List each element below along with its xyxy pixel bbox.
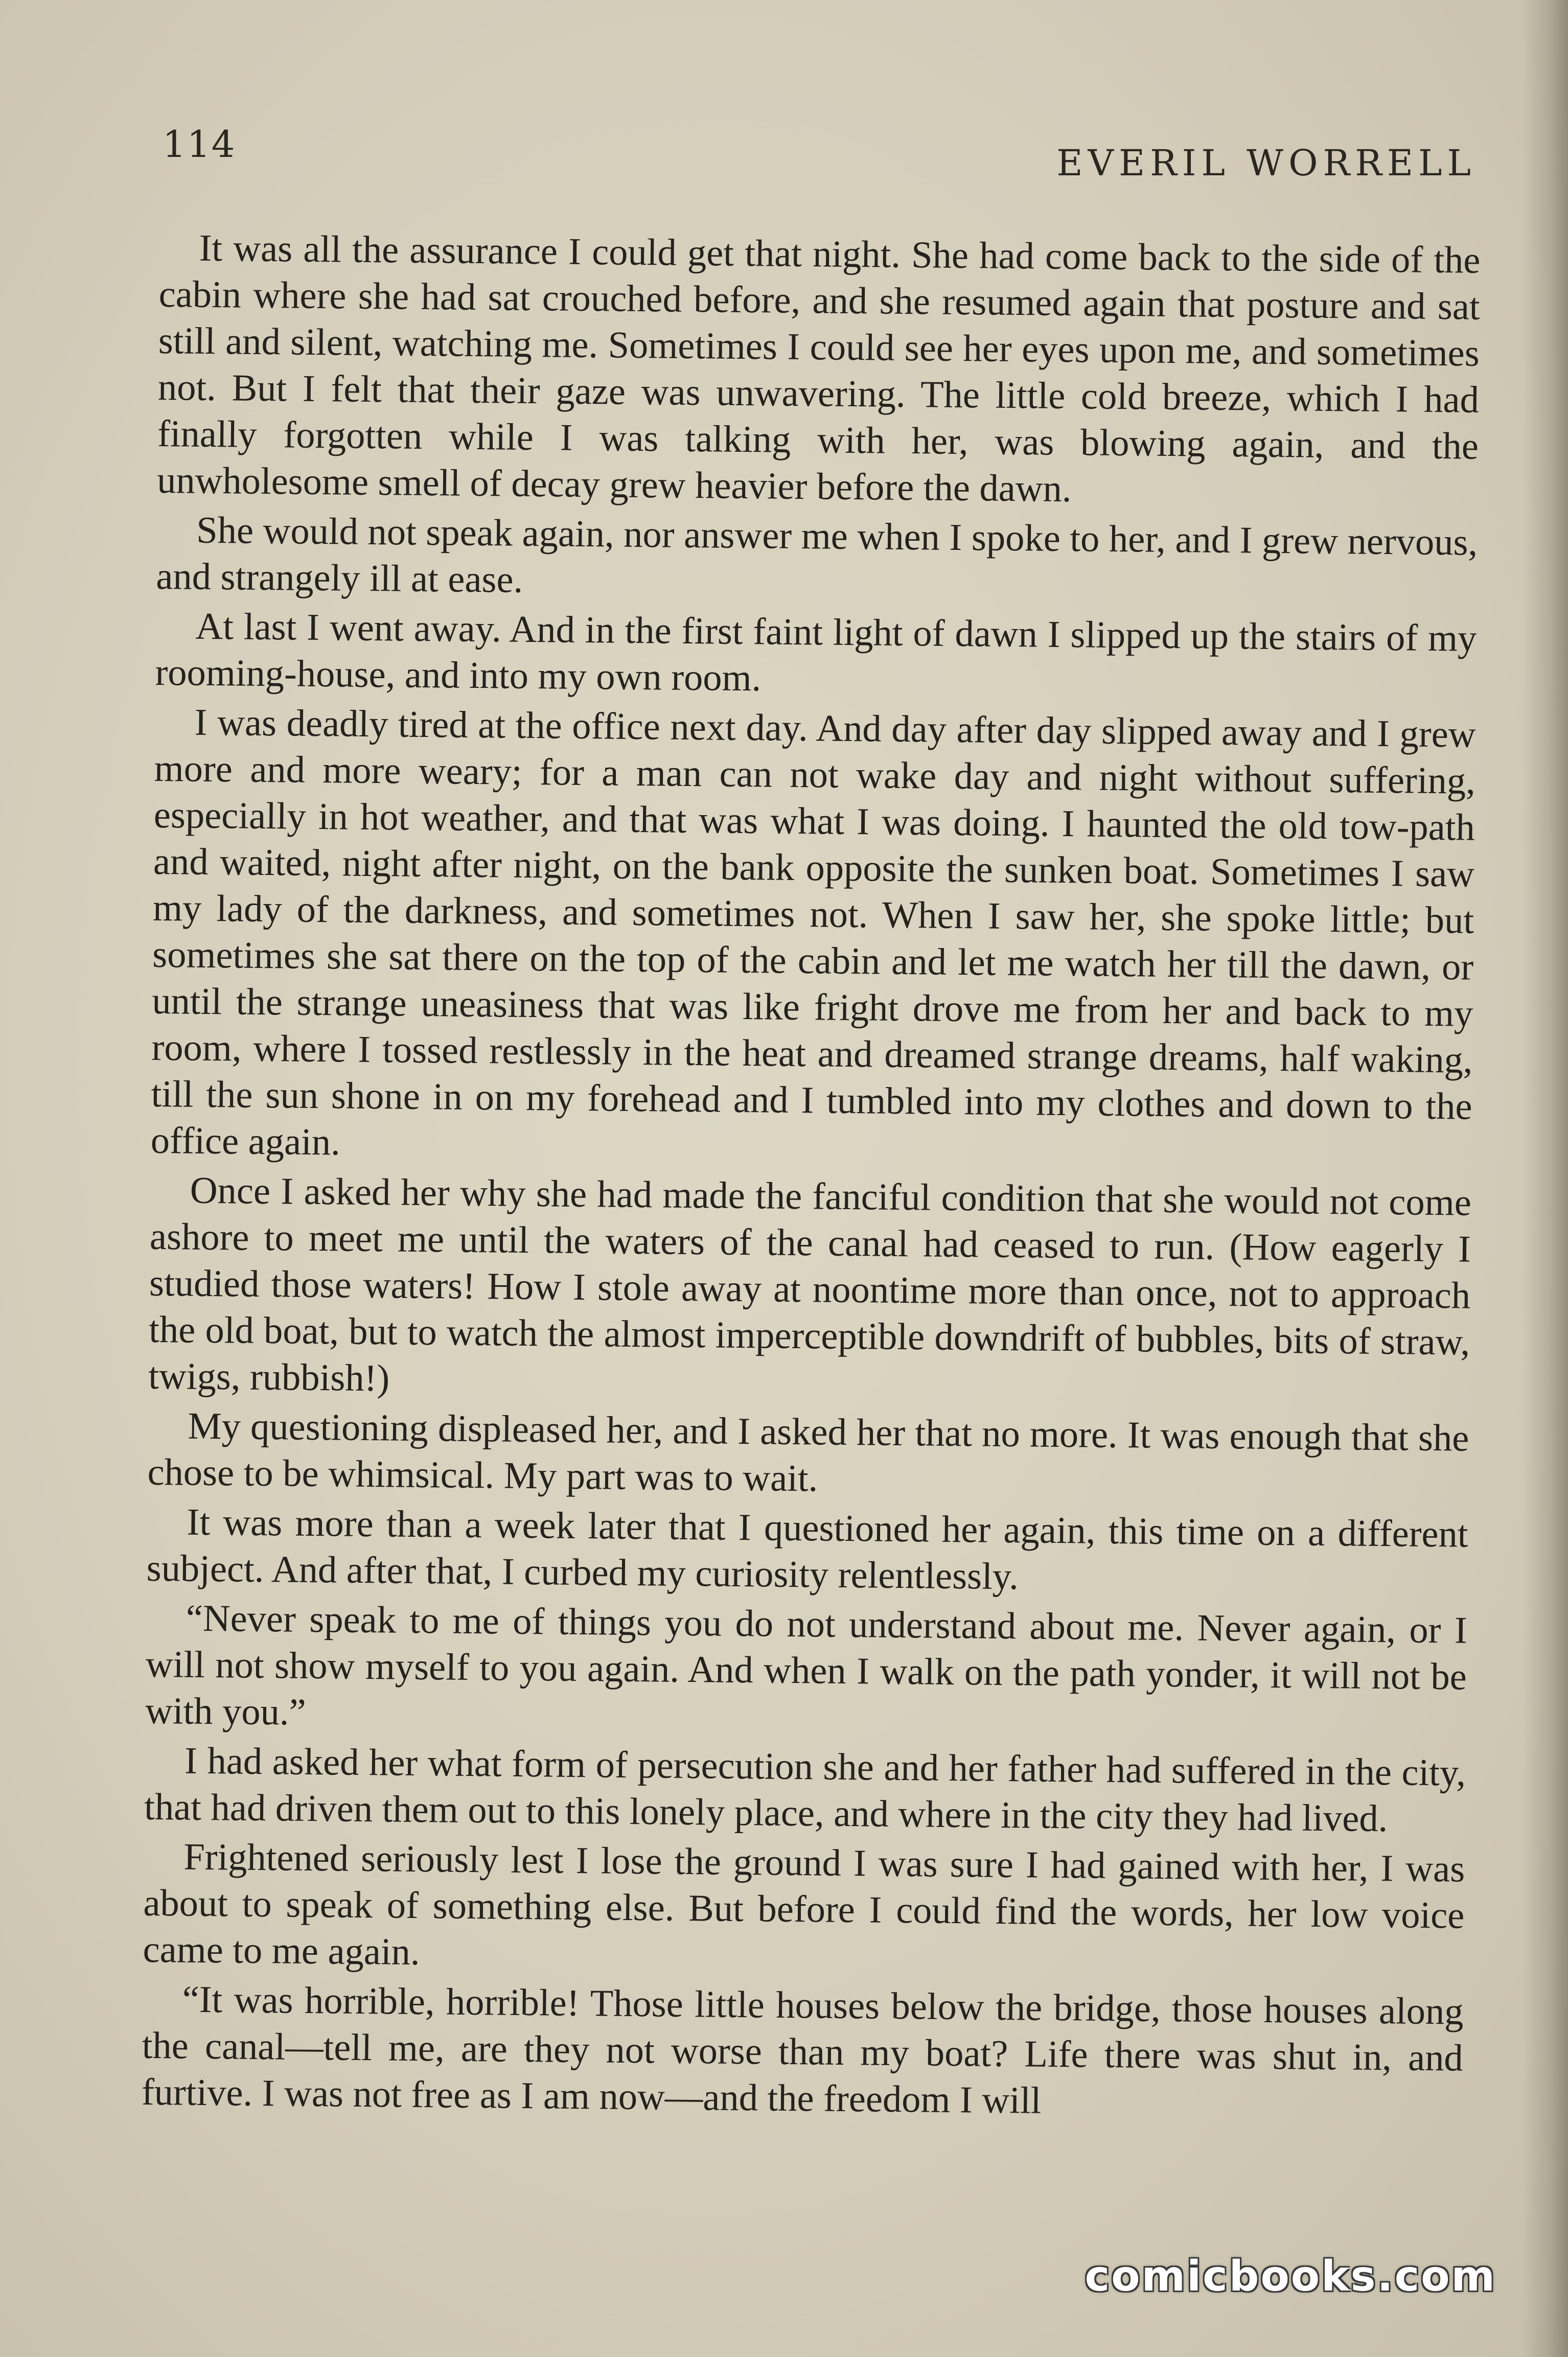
paragraph: “It was horrible, horrible! Those little houses below the bridge, those houses along the canal—tell me, are they not worse than my boat? Life there was shut in, and furtive. I was not free as I am now—and the freedom I will <box>141 1978 1464 2122</box>
paragraph: My questioning displeased her, and I asked her that no more. It was enough that she chose to be whimsical. My part was to wait. <box>147 1405 1469 1500</box>
paragraph: She would not speak again, nor answer me when I spoke to her, and I grew nervous, and strangely ill at ease. <box>156 509 1478 601</box>
page-edge-shadow <box>1522 0 1568 2357</box>
paragraph: I was deadly tired at the office next day. And day after day slipped away and I grew more and more weary; for a man can not wake day and night without suffering, especially in hot weather, and that was what I was doing. I haunted the old tow-path and waited, night after night, on the bank opposite the sunken boat. Sometimes I saw my lady of the darkness, and sometimes not. When I saw her, she spoke little; but sometimes she sat there on the top of the cabin and let me watch her till the dawn, or until the strange uneasiness that was like fright drove me from her and back to my room, where I tossed restlessly in the heat and dreamed strange dreams, half waking, till the sun shone in on my forehead and I tumbled into my clothes and down to the office again. <box>150 701 1476 1164</box>
running-head-author: EVERIL WORRELL <box>1056 142 1476 184</box>
paragraph: “Never speak to me of things you do not understand about me. Never again, or I will not show myself to you again. And when I walk on the path yonder, it will not be with you.” <box>145 1597 1468 1734</box>
paragraph: Once I asked her why she had made the fanciful condition that she would not come ashore to meet me until the waters of the canal had ceased to run. (How eagerly I studied those waters! How I stole away at noontime more than once, not to approach the old boat, but to watch the almost imperceptible downdrift of bubbles, bits of straw, twigs, rubbish!) <box>148 1169 1472 1400</box>
paragraph: I had asked her what form of persecution she and her father had suffered in the city, that had driven them out to this lonely place, and where in the city they had lived. <box>144 1740 1466 1840</box>
paragraph: It was all the assurance I could get that night. She had come back to the side of the cabin where she had sat crouched before, and she resumed again that posture and sat still and silent, watching me. Sometimes I could see her eyes upon me, and sometimes not. But I felt that their gaze was unwavering. The little cold breeze, which I had finally forgotten while I was talking with her, was blowing again, and the unwholesome smell of decay grew heavier before the dawn. <box>156 227 1481 511</box>
paragraph: It was more than a week later that I questioned her again, this time on a different subject. And after that, I curbed my curiosity relentlessly. <box>146 1501 1468 1598</box>
page-number: 114 <box>163 123 236 166</box>
body-text <box>141 225 1480 2132</box>
paragraph: At last I went away. And in the first faint light of dawn I slipped up the stairs of my rooming-house, and into my own room. <box>155 605 1477 700</box>
watermark: comicbooks.com <box>1085 2252 1496 2301</box>
paragraph: Frightened seriously lest I lose the ground I was sure I had gained with her, I was about to speak of something else. But before I could find the words, her low voice came to me again. <box>143 1836 1465 1974</box>
